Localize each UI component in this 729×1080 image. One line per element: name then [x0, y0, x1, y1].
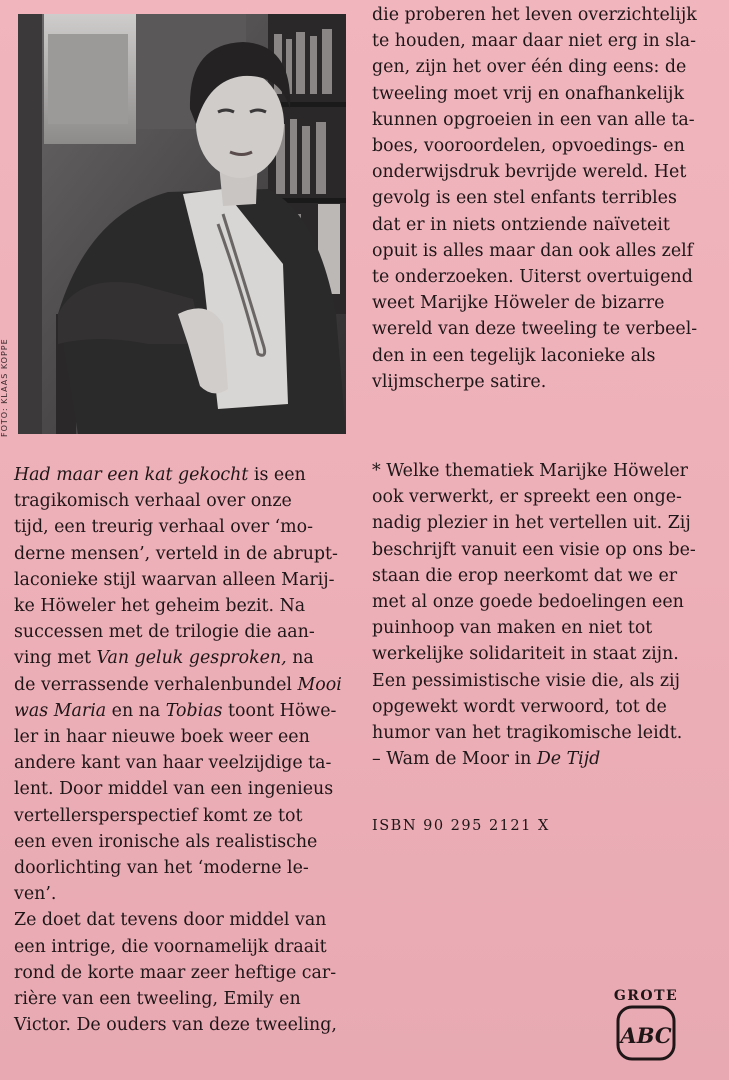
text-line: weet Marijke Höweler de bizarre — [372, 293, 665, 314]
logo-main-text: ABC — [620, 1023, 672, 1048]
text-line: gen, zijn het over één ding eens: de — [372, 57, 687, 78]
text-line: humor van het tragikomische leidt. — [372, 723, 683, 744]
text-line: * Welke thematiek Marijke Höweler — [372, 461, 688, 481]
text-line: onderwijsdruk bevrijde wereld. Het — [372, 162, 687, 183]
text-line: tijd, een treurig verhaal over ‘mo- — [14, 517, 314, 538]
text-line: wereld van deze tweeling te verbeel- — [372, 319, 698, 340]
text-line: gevolg is een stel enfants terribles — [372, 188, 677, 209]
book-title: Had maar een kat gekocht — [14, 465, 249, 485]
review-quote — [372, 458, 724, 772]
text-line: werkelijke solidariteit in staat zijn. — [372, 644, 679, 665]
isbn: ISBN 90 295 2121 X — [372, 818, 550, 834]
text-line: dat er in niets ontziende naïveteit — [372, 214, 670, 235]
text-line: Victor. De ouders van deze tweeling, — [14, 1015, 337, 1036]
photo-credit: FOTO: KLAAS KOPPE — [0, 338, 9, 437]
text-line: lent. Door middel van een ingenieus — [14, 779, 334, 800]
publisher-logo-icon — [604, 983, 688, 1063]
book-title: Mooi — [297, 674, 342, 695]
text-line: laconieke stijl waarvan alleen Marij- — [14, 569, 335, 590]
text-line: tragikomisch verhaal over onze — [14, 491, 292, 512]
logo-top-text: GROTE — [613, 988, 679, 1004]
text-line: ook verwerkt, er spreekt een onge- — [372, 487, 682, 508]
text-line: de verrassende verhalenbundel — [14, 674, 298, 695]
text-line: te houden, maar daar niet erg in sla- — [372, 31, 696, 52]
text-line: puinhoop van maken en niet tot — [372, 618, 653, 639]
attribution-author: – Wam de Moor in — [372, 749, 537, 770]
text-line: ke Höweler het geheim bezit. Na — [14, 596, 306, 617]
blurb-left-column — [14, 462, 346, 1038]
text-line: tweeling moet vrij en onafhankelijk — [372, 83, 684, 104]
book-title: was Maria — [14, 700, 107, 721]
text-line: Een pessimistische visie die, als zij — [372, 670, 680, 691]
text-line: en na — [106, 700, 166, 721]
review-paragraph — [372, 458, 724, 772]
book-title: Tobias — [165, 700, 223, 721]
blurb-right-column-top — [372, 2, 722, 395]
text-line: derne mensen’, verteld in de abrupt- — [14, 543, 338, 564]
text-line: opgewekt wordt verwoord, tot de — [372, 696, 667, 717]
text-line: den in een tegelijk laconieke als — [372, 345, 656, 366]
blurb-paragraph-continued — [372, 2, 722, 395]
text-line: kunnen opgroeien in een van alle ta- — [372, 109, 695, 130]
text-line: doorlichting van het ‘moderne le- — [14, 858, 309, 879]
text-line: met al onze goede bedoelingen een — [372, 592, 684, 613]
blurb-paragraph-1 — [14, 462, 346, 907]
text-line: boes, vooroordelen, opvoedings- en — [372, 136, 685, 157]
text-line: Ze doet dat tevens door middel van — [14, 910, 327, 931]
text-line: toont Höwe- — [222, 700, 337, 721]
text-line: ler in haar nieuwe boek weer een — [14, 727, 310, 748]
text-line: andere kant van haar veelzijdige ta- — [14, 753, 332, 774]
text-line: is een — [248, 465, 306, 485]
text-line: vertellersperspectief komt ze tot — [14, 805, 303, 826]
text-line: ving met — [14, 648, 97, 669]
attribution-source: De Tijd — [536, 749, 601, 770]
text-line: die proberen het leven overzichtelijk — [372, 5, 697, 25]
text-line: te onderzoeken. Uiterst overtuigend — [372, 267, 693, 288]
text-line: opuit is alles maar dan ook alles zelf — [372, 240, 694, 261]
text-line: een even ironische als realistische — [14, 831, 318, 852]
author-photo — [18, 14, 346, 434]
review-attribution — [372, 749, 600, 769]
text-line: na — [286, 648, 314, 669]
text-line: vlijmscherpe satire. — [372, 371, 547, 392]
text-line: een intrige, die voornamelijk draait — [14, 936, 327, 957]
text-line: nadig plezier in het vertellen uit. Zij — [372, 513, 691, 534]
text-line: ven’. — [14, 884, 57, 905]
text-line: beschrijft vanuit een visie op ons be- — [372, 539, 696, 560]
book-title: Van geluk gesproken, — [96, 648, 287, 669]
text-line: staan die erop neerkomt dat we er — [372, 565, 678, 586]
text-line: rière van een tweeling, Emily en — [14, 989, 301, 1010]
blurb-paragraph-2 — [14, 907, 346, 1038]
text-line: successen met de trilogie die aan- — [14, 622, 315, 643]
text-line: rond de korte maar zeer heftige car- — [14, 962, 337, 983]
